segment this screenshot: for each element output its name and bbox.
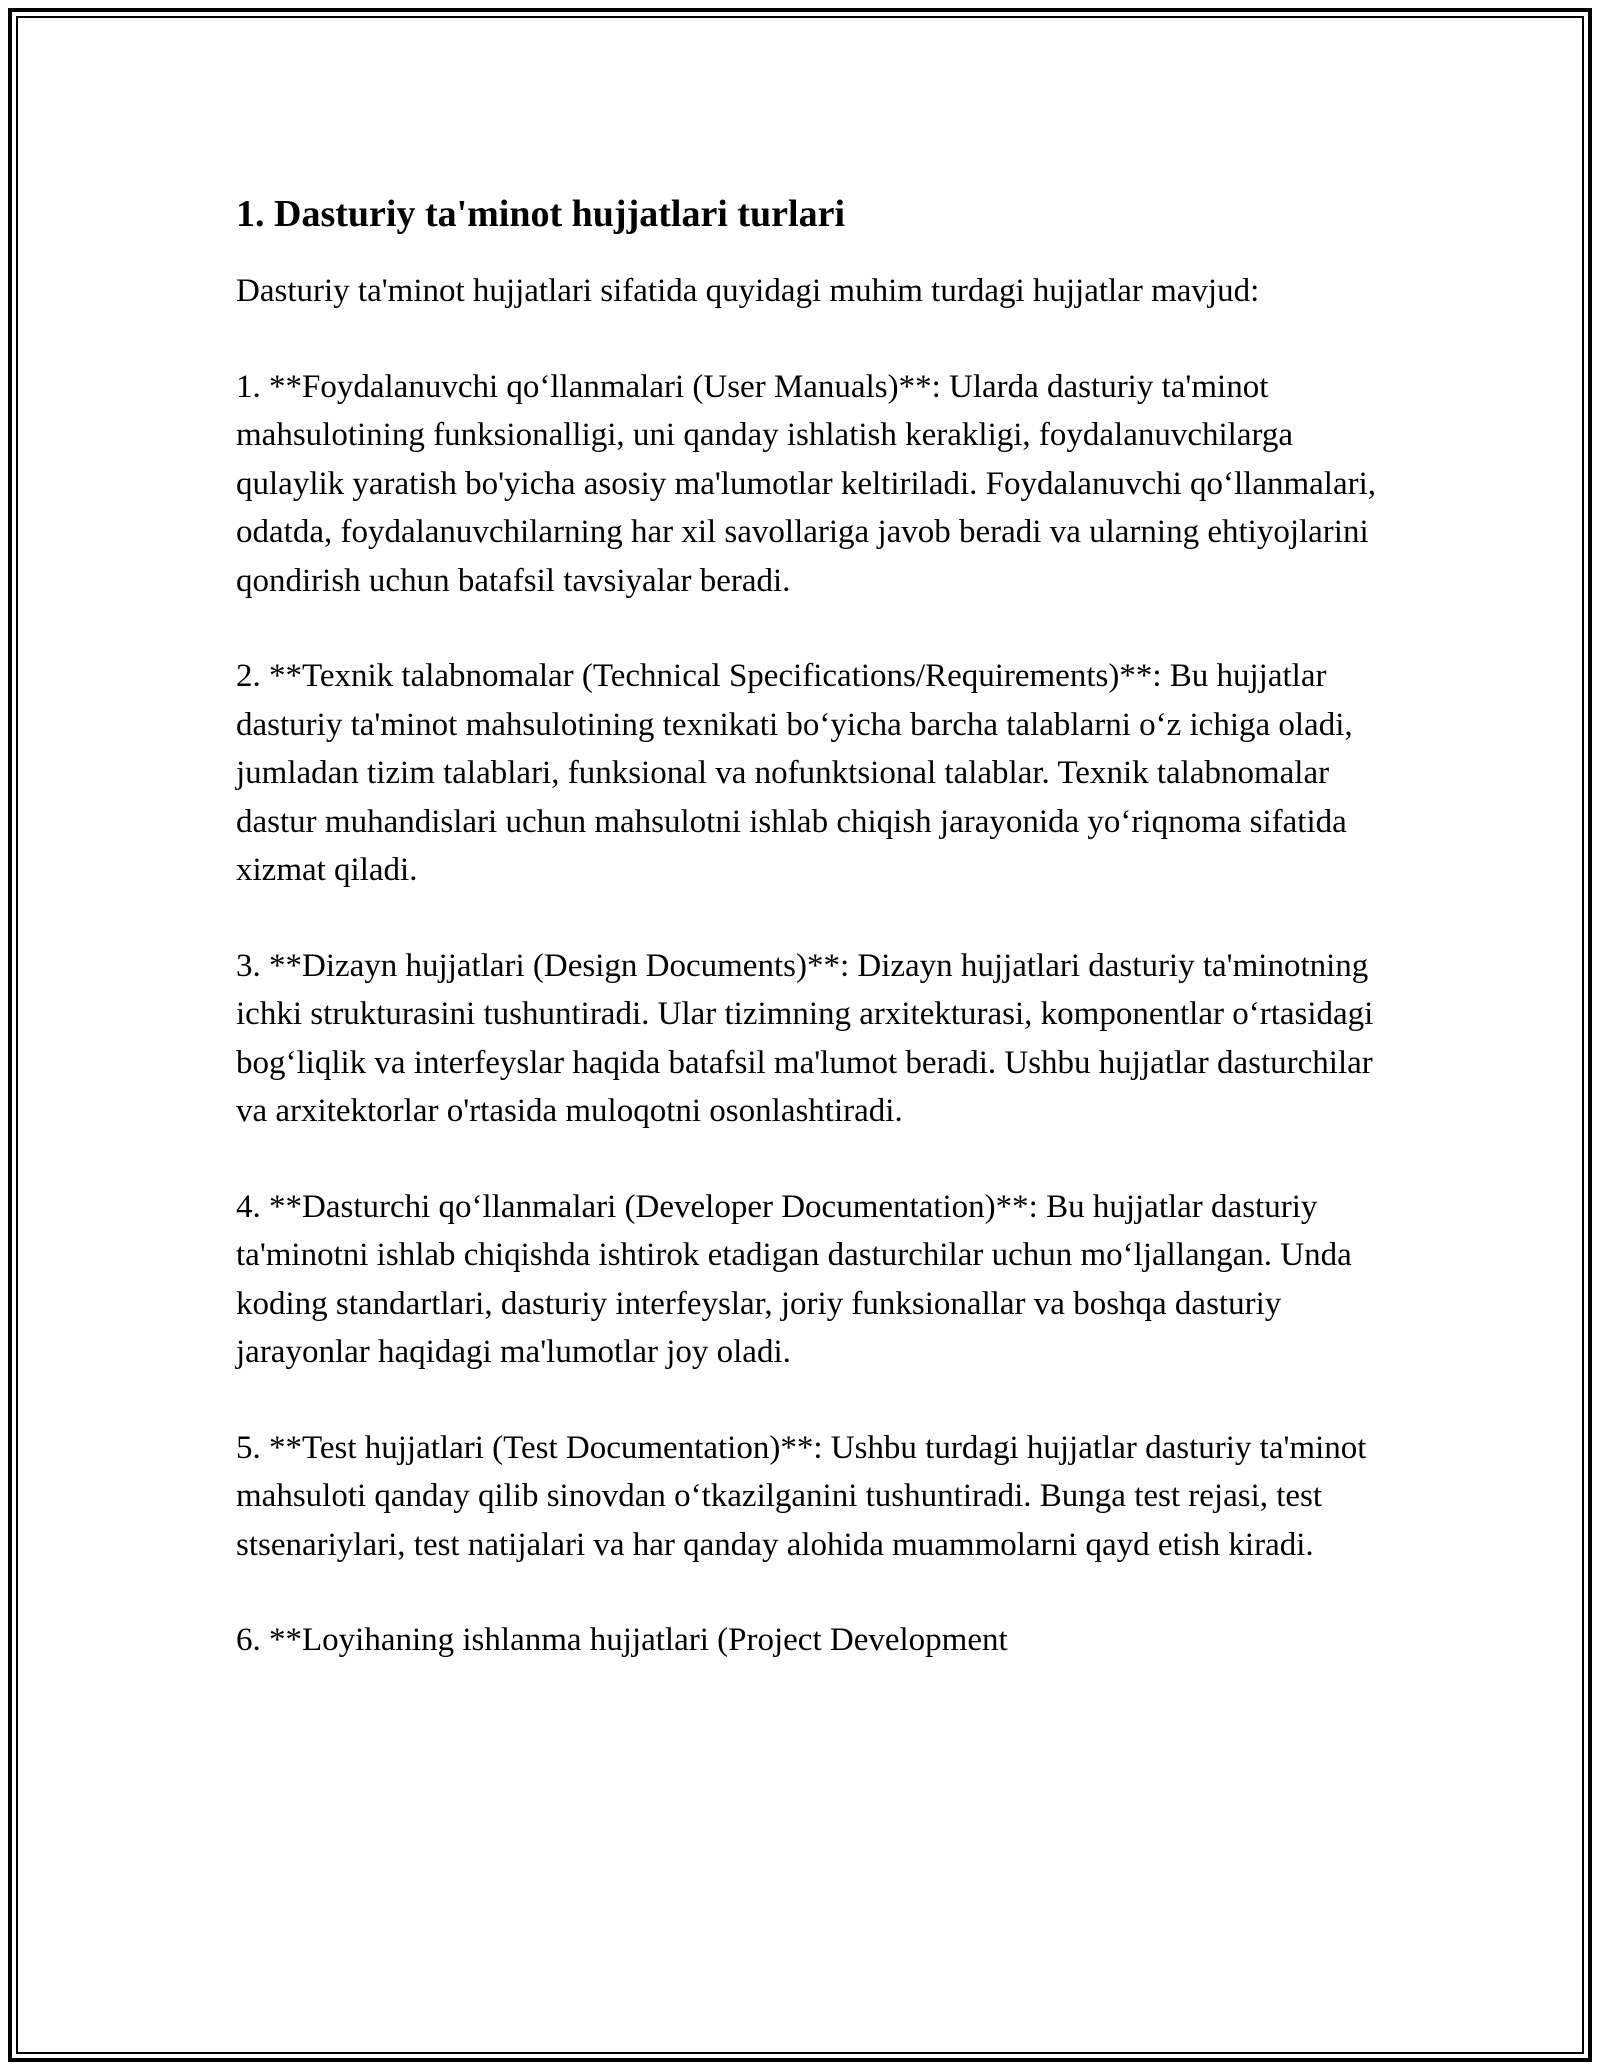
list-item-user-manuals: 1. **Foydalanuvchi qo‘llanmalari (User Manuals)**: Ularda dasturiy ta'minot mahsulotining funksionalligi, uni qanday ishlatish kerakligi, foydalanuvchilarga qulaylik yaratish bo'yicha asosiy ma'lumotlar keltiriladi. Foydalanuvchi qo‘llanmalari, odatda, foydalanuvchilarning har xil savollariga javob beradi va ularning ehtiyojlarini qondirish uchun batafsil tavsiyalar beradi. xyxy=(236,368,1377,599)
list-item-developer-documentation: 4. **Dasturchi qo‘llanmalari (Developer Documentation)**: Bu hujjatlar dasturiy ta'minotni ishlab chiqishda ishtirok etadigan dasturchilar uchun mo‘ljallangan. Unda koding standartlari, dasturiy interfeyslar, joriy funksionallar va boshqa dasturiy jarayonlar haqidagi ma'lumotlar joy oladi. xyxy=(236,1188,1352,1370)
list-item-test-documentation: 5. **Test hujjatlari (Test Documentation)**: Ushbu turdagi hujjatlar dasturiy ta'minot mahsuloti qanday qilib sinovdan o‘tkazilganini tushuntiradi. Bunga test rejasi, test stsenariylari, test natijalari va har qanday alohida muammolarni qayd etish kiradi. xyxy=(236,1429,1367,1563)
list-item-technical-specifications: 2. **Texnik talabnomalar (Technical Specifications/Requirements)**: Bu hujjatlar dasturiy ta'minot mahsulotining texnikati bo‘yicha barcha talablarni o‘z ichiga oladi, jumladan tizim talablari, funksional va nofunktsional talablar. Texnik talabnomalar dastur muhandislari uchun mahsulotni ishlab chiqish jarayonida yo‘riqnoma sifatida xizmat qiladi. xyxy=(236,658,1353,888)
list-item-project-development: 6. **Loyihaning ishlanma hujjatlari (Project Development xyxy=(236,1622,1008,1658)
list-item-design-documents: 3. **Dizayn hujjatlari (Design Documents)**: Dizayn hujjatlari dasturiy ta'minotning ichki strukturasini tushuntiradi. Ular tizimning arxitekturasi, komponentlar o‘rtasidagi bog‘liqlik va interfeyslar haqida batafsil ma'lumot beradi. Ushbu hujjatlar dasturchilar va arxitektorlar o'rtasida muloqotni osonlashtiradi. xyxy=(236,947,1374,1129)
document-title: 1. Dasturiy ta'minot hujjatlari turlari xyxy=(236,193,846,235)
document-body xyxy=(236,185,1386,1665)
intro-paragraph: Dasturiy ta'minot hujjatlari sifatida quyidagi muhim turdagi hujjatlar mavjud: xyxy=(236,273,1260,309)
